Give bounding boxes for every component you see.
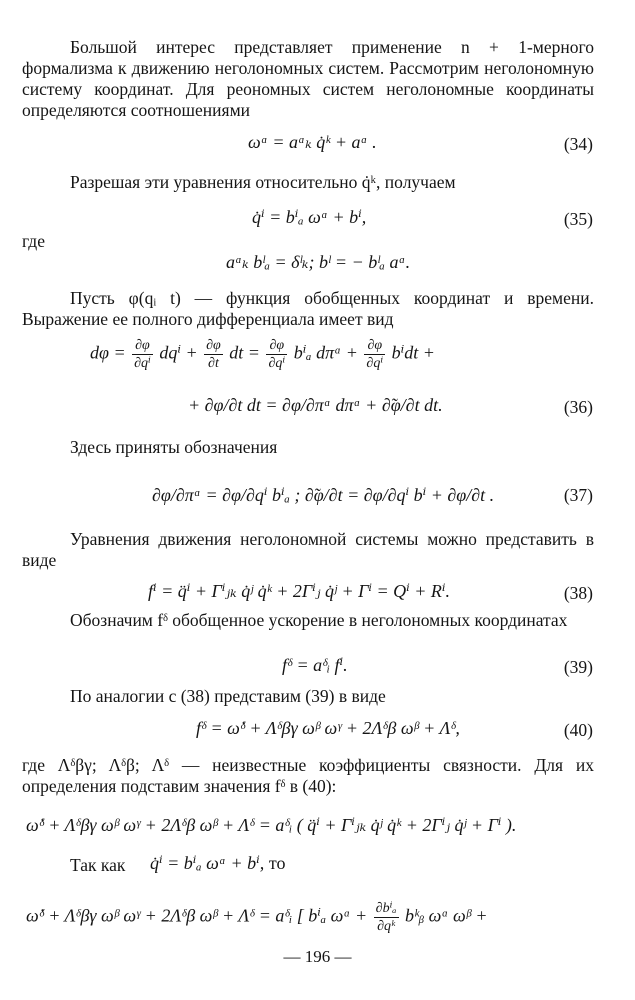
equation-qdot-body: q̇ⁱ = bⁱₐ ωᵅ + bⁱ,	[150, 853, 265, 873]
fraction-dphi-dqi-3: $\frac{\partial\varphi}{\text{∂qⁱ}}$	[366, 338, 384, 371]
equation-qdot	[150, 853, 285, 874]
equation-number-40: (40)	[563, 720, 593, 740]
paragraph-acceleration: Обозначим fᵟ обобщенное ускорение в неголономных координатах	[70, 610, 568, 630]
equation-number-38: (38)	[563, 583, 593, 603]
equation-number-35: (35)	[563, 209, 593, 229]
eq36-bia-term: bⁱₐ dπᵅ +	[293, 342, 358, 363]
eq36-tail: bⁱdt +	[391, 342, 435, 363]
label-since: Так как	[70, 855, 126, 875]
equation-number-34: (34)	[563, 134, 593, 154]
paragraph-analogy: По аналогии с (38) представим (39) в виде	[70, 686, 386, 706]
eq36-lhs: dφ =	[90, 342, 126, 363]
equation-39: fᵟ = aᵟᵢ fⁱ.	[282, 655, 348, 675]
label-where-1: где	[22, 231, 45, 251]
fraction-dbia-dqk: $\frac{\text{∂bⁱₐ}}{\text{∂qᵏ}}$	[375, 901, 397, 934]
fraction-dphi-dqi: $\frac{\partial\varphi}{\text{∂qⁱ}}$	[134, 338, 151, 371]
paragraph-solving: Разрешая эти уравнения относительно q̇ᵏ, получаем	[70, 172, 456, 192]
paragraph-coefficients: где Λᵟβγ; Λᵟβ; Λᵟ — неизвестные коэффициенты связности. Для их определения подставим значения fᵟ в (40):	[22, 755, 594, 796]
equation-number-36: (36)	[563, 397, 593, 417]
equation-37: ∂φ/∂πᵅ = ∂φ/∂qⁱ bⁱₐ ; ∂̃φ/∂t = ∂φ/∂qⁱ bⁱ + ∂φ/∂t .	[152, 485, 495, 505]
eq-expanded-tail: bᵏᵦ ωᵅ ωᵝ +	[405, 905, 488, 926]
paragraph-intro: Большой интерес представляет применение n + 1-мерного формализма к движению неголономных систем. Рассмотрим неголономную систему координат. Для реономных систем неголономные координаты определяются соотношениями	[22, 37, 594, 120]
equation-expanded	[26, 900, 488, 935]
paragraph-motion-equations: Уравнения движения неголономной системы можно представить в виде	[22, 529, 594, 570]
equation-35b: aᵅₖ bˡₐ = δˡₖ; bˡ = − bˡₐ aᵅ.	[226, 252, 411, 272]
equation-35: q̇ⁱ = bⁱₐ ωᵅ + bⁱ,	[252, 207, 367, 227]
equation-34: ωᵅ = aᵅₖ q̇ᵏ + aᵅ .	[248, 132, 377, 152]
eq36-dqi-term: dqⁱ +	[159, 342, 198, 363]
equation-substituted: ω̇ᵟ + Λᵟβγ ωᵝ ωᵞ + 2Λᵟβ ωᵝ + Λᵟ = aᵟᵢ ( q̈ⁱ + Γⁱⱼₖ q̇ʲ q̇ᵏ + 2Γⁱⱼ q̇ʲ + Γⁱ ).	[26, 815, 517, 835]
paragraph-function: Пусть φ(qᵢ t) — функция обобщенных координат и времени. Выражение ее полного дифференциала имеет вид	[22, 288, 594, 329]
equation-40: fᵟ = ω̇ᵟ + Λᵟβγ ωᵝ ωᵞ + 2Λᵟβ ωᵝ + Λᵟ,	[196, 718, 460, 738]
equation-38: fⁱ = q̈ⁱ + Γⁱⱼₖ q̇ʲ q̇ᵏ + 2Γⁱⱼ q̇ʲ + Γⁱ = Qⁱ + Rⁱ.	[148, 581, 451, 601]
equation-36-line2: + ∂φ/∂t dt = ∂φ/∂πᵅ dπᵅ + ∂̃φ/∂t dt.	[188, 395, 443, 415]
page-number: — 196 —	[283, 947, 352, 966]
fraction-dphi-dqi-2: $\frac{\partial\varphi}{\text{∂qⁱ}}$	[268, 338, 286, 371]
equation-36-line1	[90, 337, 435, 372]
eq-expanded-head: ω̇ᵟ + Λᵟβγ ωᵝ ωᵞ + 2Λᵟβ ωᵝ + Λᵟ = aᵟᵢ [ bⁱₐ ωᵅ +	[26, 905, 368, 926]
eq36-dt-term: dt =	[229, 342, 260, 363]
equation-number-39: (39)	[563, 657, 593, 677]
fraction-dphi-dt: $\frac{\partial\varphi}{\partial t}$	[206, 338, 221, 371]
equation-number-37: (37)	[563, 485, 593, 505]
paragraph-notation: Здесь приняты обозначения	[70, 437, 278, 457]
label-then: то	[268, 853, 286, 873]
